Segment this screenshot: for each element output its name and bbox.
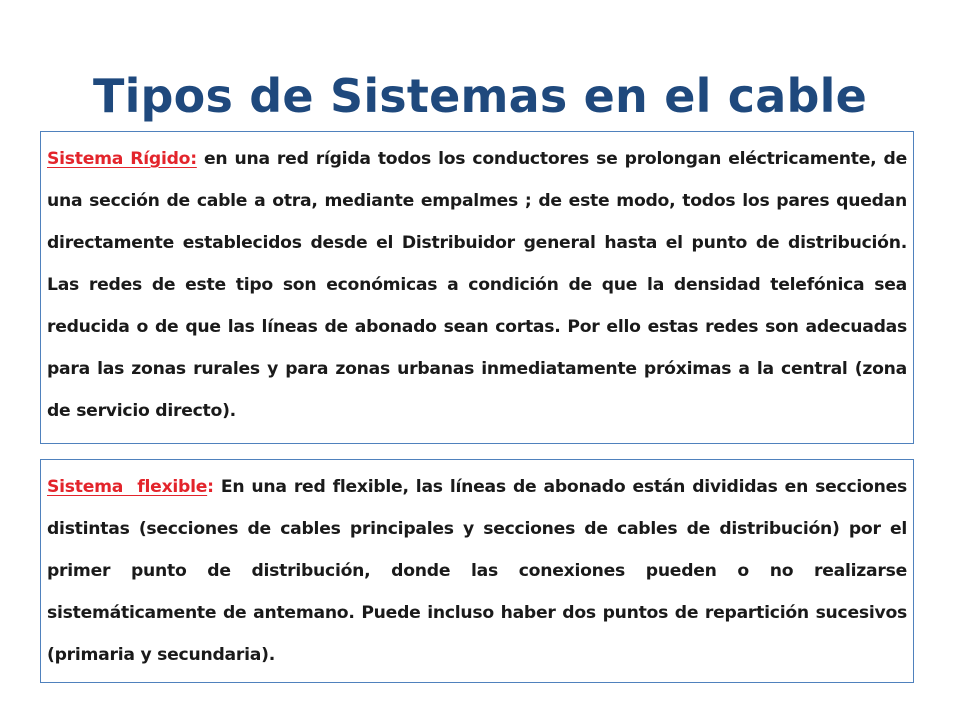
- rigid-system-text: en una red rígida todos los conductores se prolongan eléctricamente, de una sección de cable a otra, mediante empalmes ; de este modo, todos los pares quedan directamente establecidos desde el Distribuidor general hasta el punto de distribución. Las redes de este tipo son económicas a condición de que la densidad telefónica sea reducida o de que las líneas de abonado sean cortas. Por ello estas redes son adecuadas para las zonas rurales y para zonas urbanas inmediatamente próximas a la central (zona de servicio directo).: [47, 149, 907, 421]
- slide-title: Tipos de Sistemas en el cable: [93, 68, 867, 123]
- rigid-system-paragraph: [47, 138, 907, 432]
- rigid-system-term: Sistema Rígido:: [47, 149, 197, 169]
- flexible-system-paragraph: [47, 466, 907, 676]
- flexible-system-term: Sistema flexible: [47, 477, 208, 497]
- rigid-system-box: [40, 131, 914, 444]
- flexible-system-term-colon: :: [207, 477, 214, 497]
- flexible-system-text: En una red flexible, las líneas de abonado están divididas en secciones distintas (secciones de cables principales y secciones de cables de distribución) por el primer punto de distribución, donde las conexiones pueden o no realizarse sistemáticamente de antemano. Puede incluso haber dos puntos de repartición sucesivos (primaria y secundaria).: [47, 477, 907, 665]
- flexible-system-box: [40, 459, 914, 683]
